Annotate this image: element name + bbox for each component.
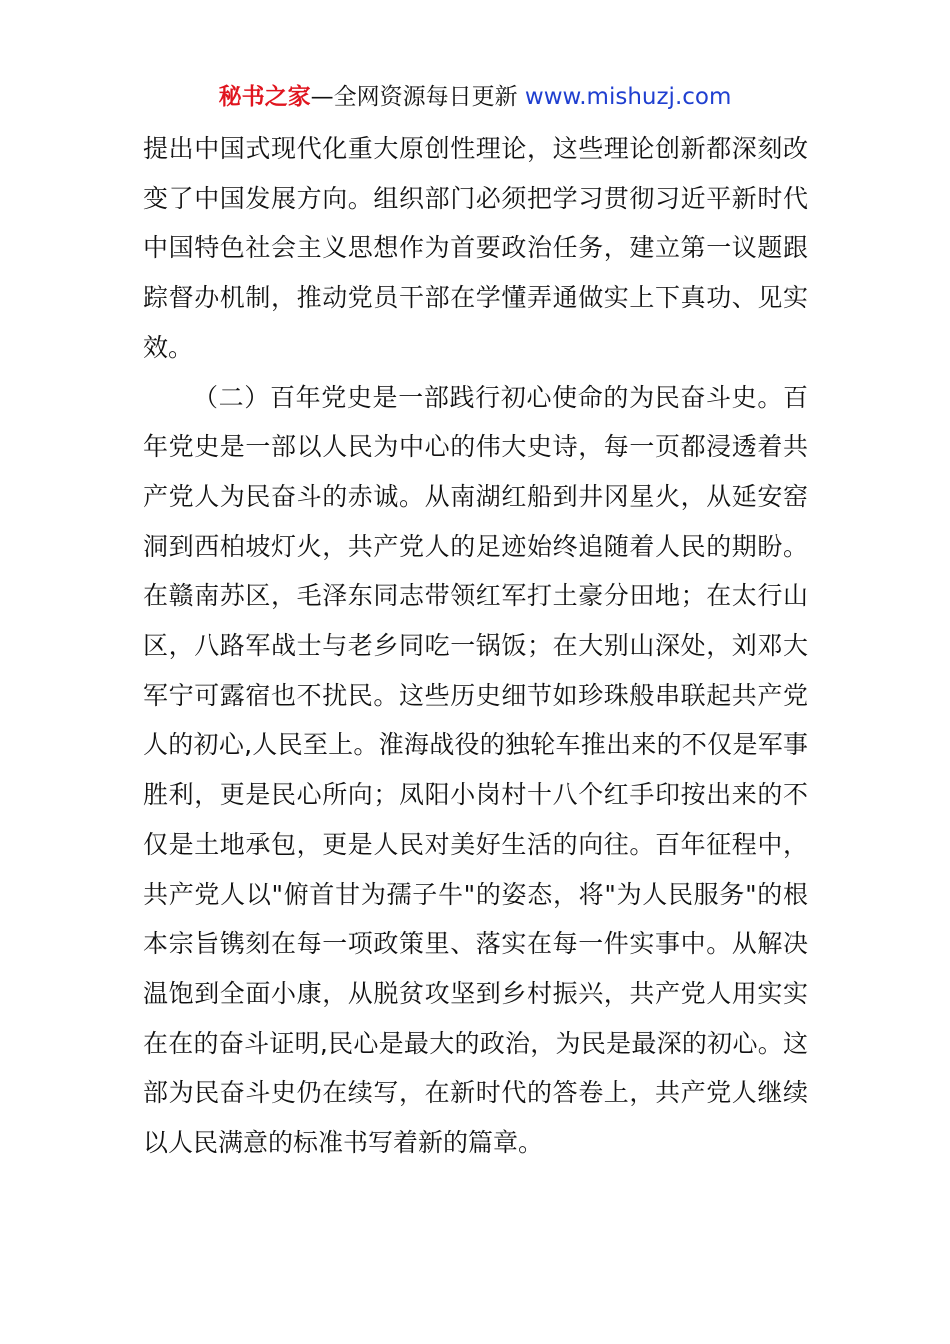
- document-body: [143, 124, 808, 1168]
- header-brand: 秘书之家: [218, 84, 311, 110]
- header-tagline: —全网资源每日更新: [310, 84, 525, 110]
- paragraph-section-two: （二）百年党史是一部践行初心使命的为民奋斗史。百年党史是一部以人民为中心的伟大史诗，每一页都浸透着共产党人为民奋斗的赤诚。从南湖红船到井冈星火，从延安窑洞到西柏坡灯火，共产党人的足迹始终追随着人民的期盼。在赣南苏区，毛泽东同志带领红军打土豪分田地；在太行山区，八路军战士与老乡同吃一锅饭；在大别山深处，刘邓大军宁可露宿也不扰民。这些历史细节如珍珠般串联起共产党人的初心,人民至上。淮海战役的独轮车推出来的不仅是军事胜利，更是民心所向；凤阳小岗村十八个红手印按出来的不仅是土地承包，更是人民对美好生活的向往。百年征程中，共产党人以"俯首甘为孺子牛"的姿态，将"为人民服务"的根本宗旨镌刻在每一项政策里、落实在每一件实事中。从解决温饱到全面小康，从脱贫攻坚到乡村振兴，共产党人用实实在在的奋斗证明,民心是最大的政治，为民是最深的初心。这部为民奋斗史仍在续写，在新时代的答卷上，共产党人继续以人民满意的标准书写着新的篇章。: [143, 382, 808, 1158]
- header-site-link[interactable]: www.mishuzj.com: [524, 84, 732, 110]
- paragraph-continued: 提出中国式现代化重大原创性理论，这些理论创新都深刻改变了中国发展方向。组织部门必须把学习贯彻习近平新时代中国特色社会主义思想作为首要政治任务，建立第一议题跟踪督办机制，推动党员干部在学懂弄通做实上下真功、见实效。: [143, 134, 808, 362]
- page-header: [0, 82, 950, 112]
